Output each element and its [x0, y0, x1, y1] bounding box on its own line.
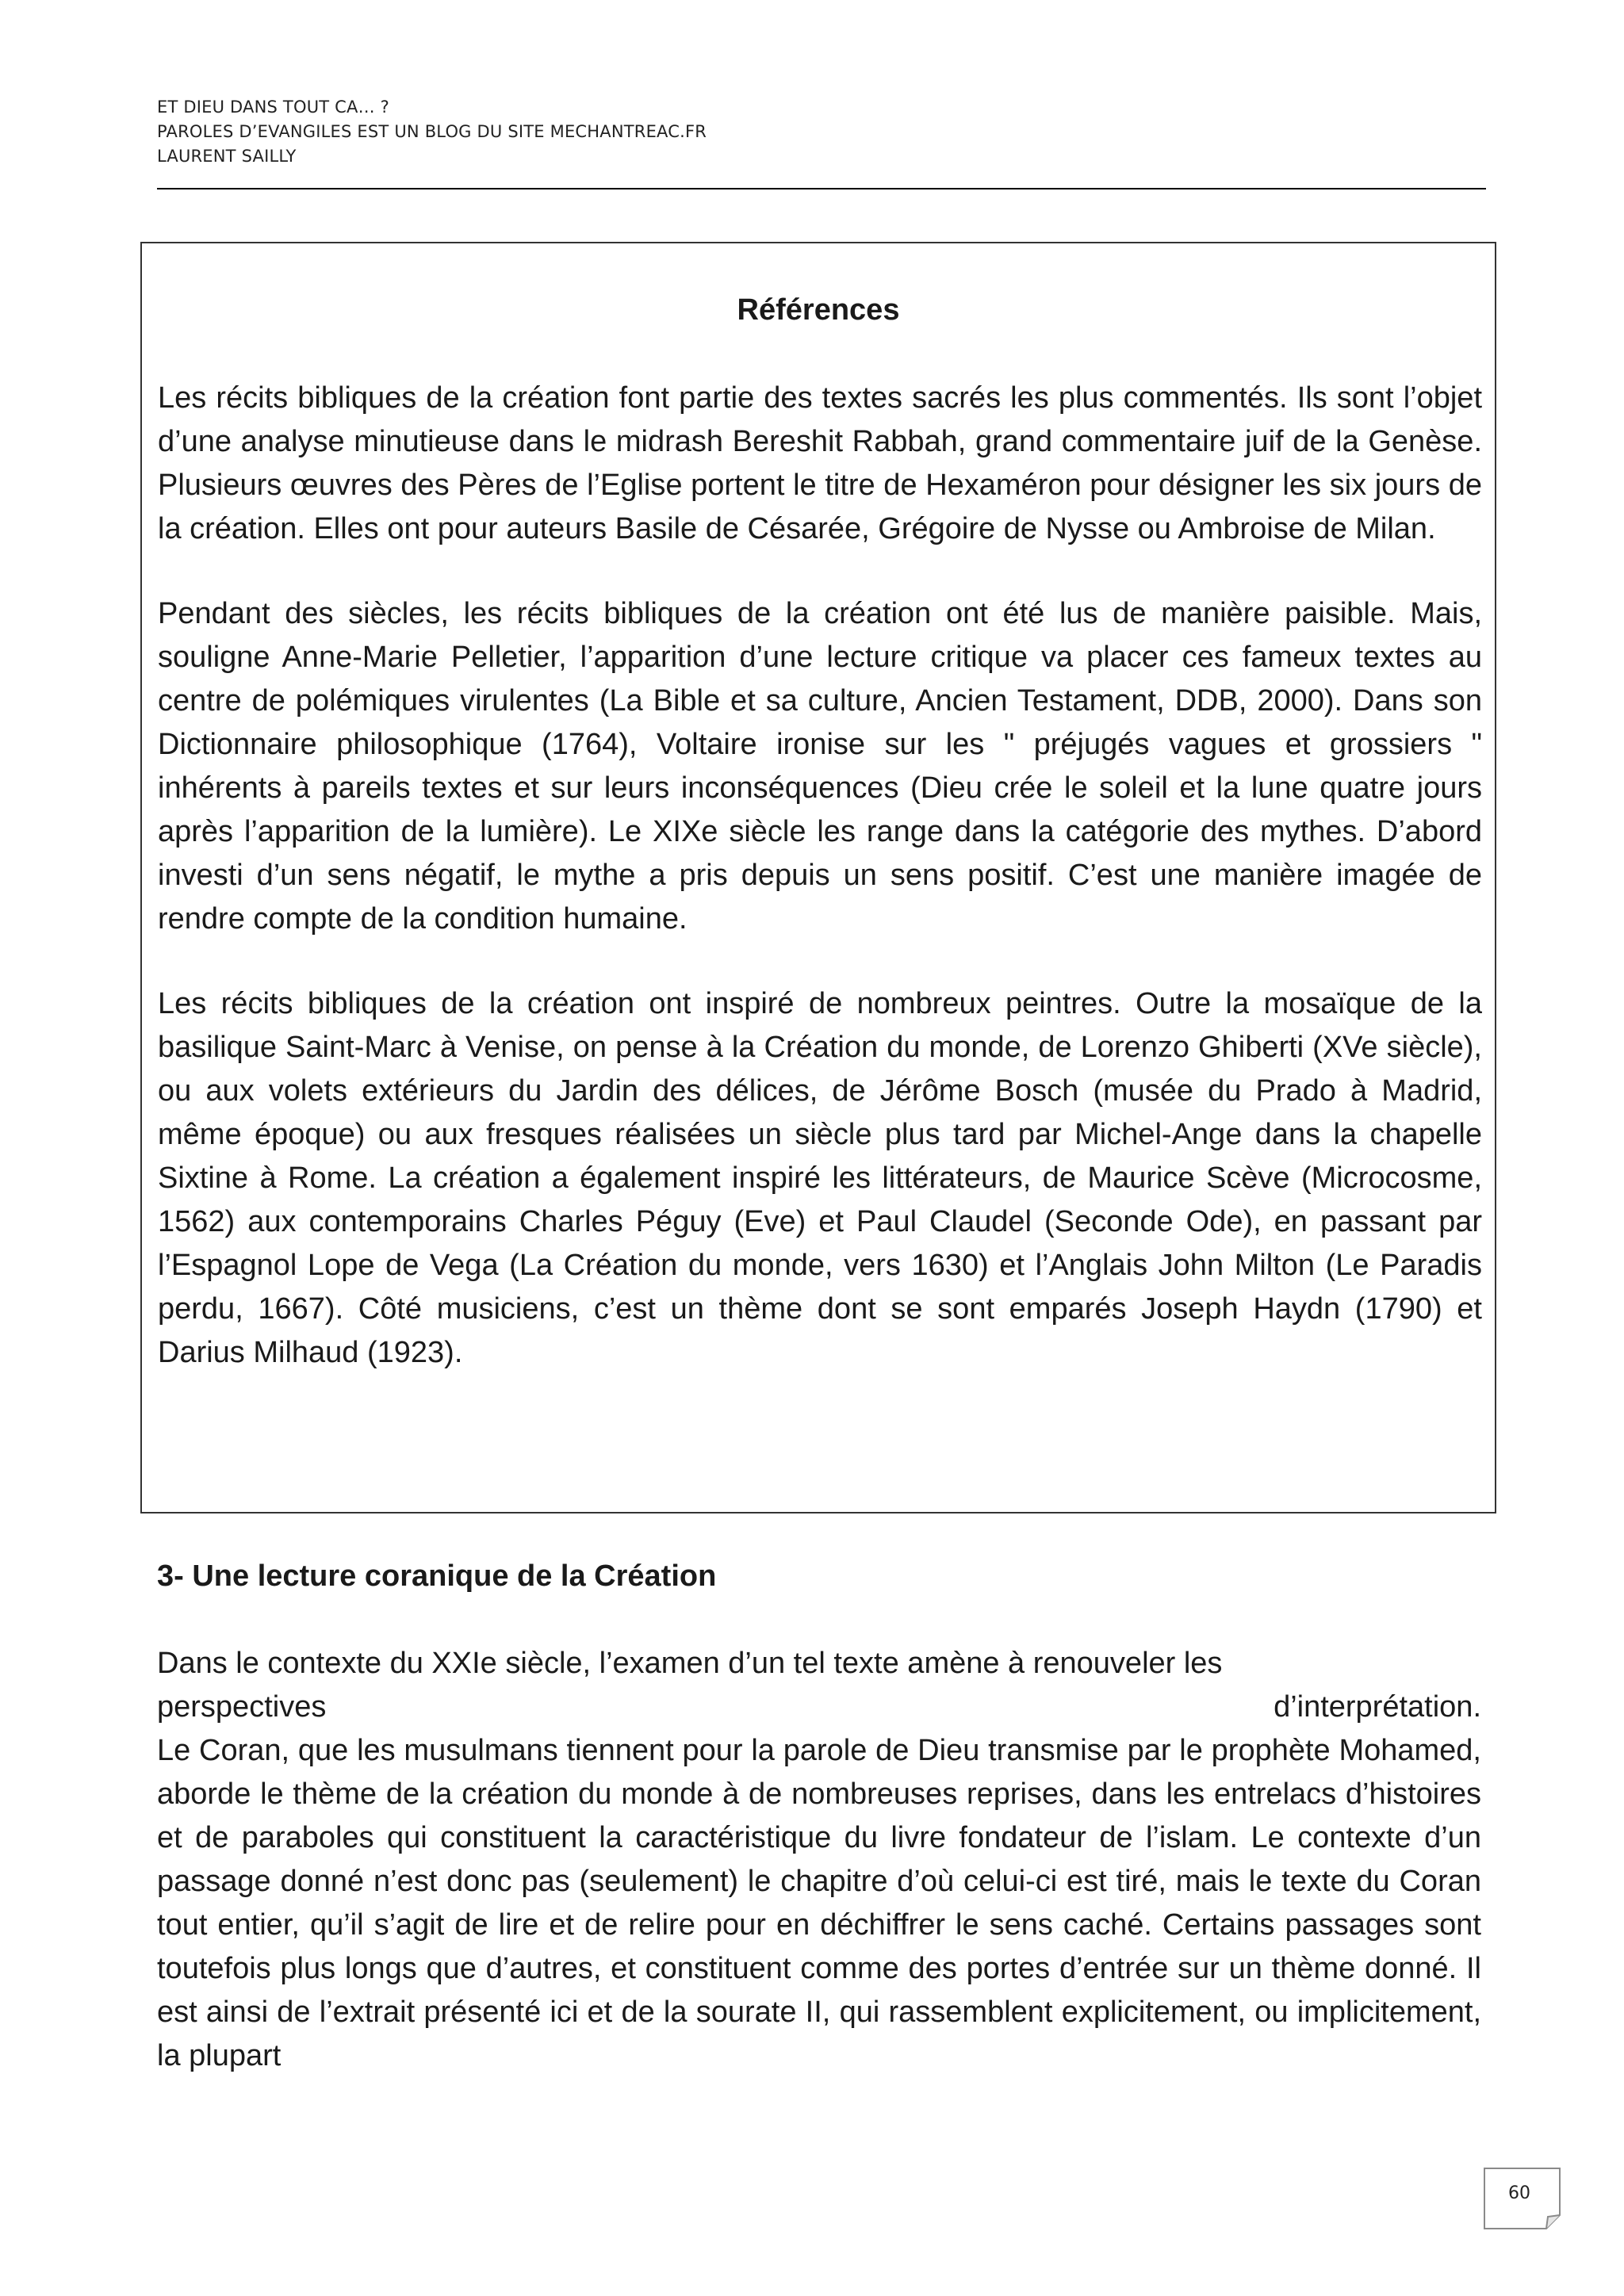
references-title: Références: [737, 293, 900, 327]
header-line-author: LAURENT SAILLY: [157, 147, 297, 166]
section-intro-left: perspectives: [157, 1690, 327, 1724]
section-intro-spread-line: [157, 1686, 1481, 1729]
references-paragraph: Pendant des siècles, les récits bibliques de la création ont été lus de manière paisible. Mais, souligne Anne-Marie Pelletier, l’apparition d’une lecture critique va placer ces fameux textes au centre de polémiques virulentes (La Bible et sa culture, Ancien Testament, DDB, 2000). Dans son Dictionnaire philosophique (1764), Voltaire ironise sur les " préjugés vagues et grossiers " inhérents à pareils textes et sur leurs inconséquences (Dieu crée le soleil et la lune quatre jours après l’apparition de la lumière). Le XIXe siècle les range dans la catégorie des mythes. D’abord investi d’un sens négatif, le mythe a pris depuis un sens positif. C’est une manière imagée de rendre compte de la condition humaine.: [158, 597, 1482, 936]
section-coranic-reading: [157, 1558, 1481, 2078]
section-intro-line: Dans le contexte du XXIe siècle, l’examen d’un tel texte amène à renouveler les: [157, 1647, 1223, 1680]
references-content: [158, 377, 1482, 1375]
header-line-title: ET DIEU DANS TOUT CA… ?: [157, 98, 390, 117]
section-intro: [157, 1642, 1481, 1729]
references-paragraph: Les récits bibliques de la création ont inspiré de nombreux peintres. Outre la mosaïque de la basilique Saint-Marc à Venise, on pense à la Création du monde, de Lorenzo Ghiberti (XVe siècle), ou aux volets extérieurs du Jardin des délices, de Jérôme Bosch (musée du Prado à Madrid, même époque) ou aux fresques réalisées un siècle plus tard par Michel-Ange dans la chapelle Sixtine à Rome. La création a également inspiré les littérateurs, de Maurice Scève (Microcosme, 1562) aux contemporains Charles Péguy (Eve) et Paul Claudel (Seconde Ode), en passant par l’Espagnol Lope de Vega (La Création du monde, vers 1630) et l’Anglais John Milton (Le Paradis perdu, 1667). Côté musiciens, c’est un thème dont se sont emparés Joseph Haydn (1790) et Darius Milhaud (1923).: [158, 987, 1482, 1369]
running-header: [157, 95, 1486, 169]
section-body: Le Coran, que les musulmans tiennent pour la parole de Dieu transmise par le prophète Mohamed, aborde le thème de la création du monde à de nombreuses reprises, dans les entrelacs d’histoires et de paraboles qui constituent la caractéristique du livre fondateur de l’islam. Le contexte d’un passage donné n’est donc pas (seulement) le chapitre d’où celui-ci est tiré, mais le texte du Coran tout entier, qu’il s’agit de lire et de relire pour en déchiffrer le sens caché. Certains passages sont toutefois plus longs que d’autres, et constituent comme des portes d’entrée sur un thème donné. Il est ainsi de l’extrait présenté ici et de la sourate II, qui rassemblent explicitement, ou implicitement, la plupart: [157, 1734, 1481, 2072]
page-number: 60: [1508, 2183, 1530, 2203]
header-rule: [157, 188, 1486, 189]
references-box: [140, 242, 1496, 1513]
section-intro-right: d’interprétation.: [1274, 1690, 1481, 1724]
page-number-box: [1484, 2168, 1561, 2229]
section-title: 3- Une lecture coranique de la Création: [157, 1559, 717, 1593]
references-paragraph: Les récits bibliques de la création font partie des textes sacrés les plus commentés. Ils sont l’objet d’une analyse minutieuse dans le midrash Bereshit Rabbah, grand commentaire juif de la Genèse. Plusieurs œuvres des Pères de l’Eglise portent le titre de Hexaméron pour désigner les six jours de la création. Elles ont pour auteurs Basile de Césarée, Grégoire de Nysse ou Ambroise de Milan.: [158, 381, 1482, 545]
header-line-blog: PAROLES D’EVANGILES EST UN BLOG DU SITE MECHANTREAC.FR: [157, 122, 707, 141]
